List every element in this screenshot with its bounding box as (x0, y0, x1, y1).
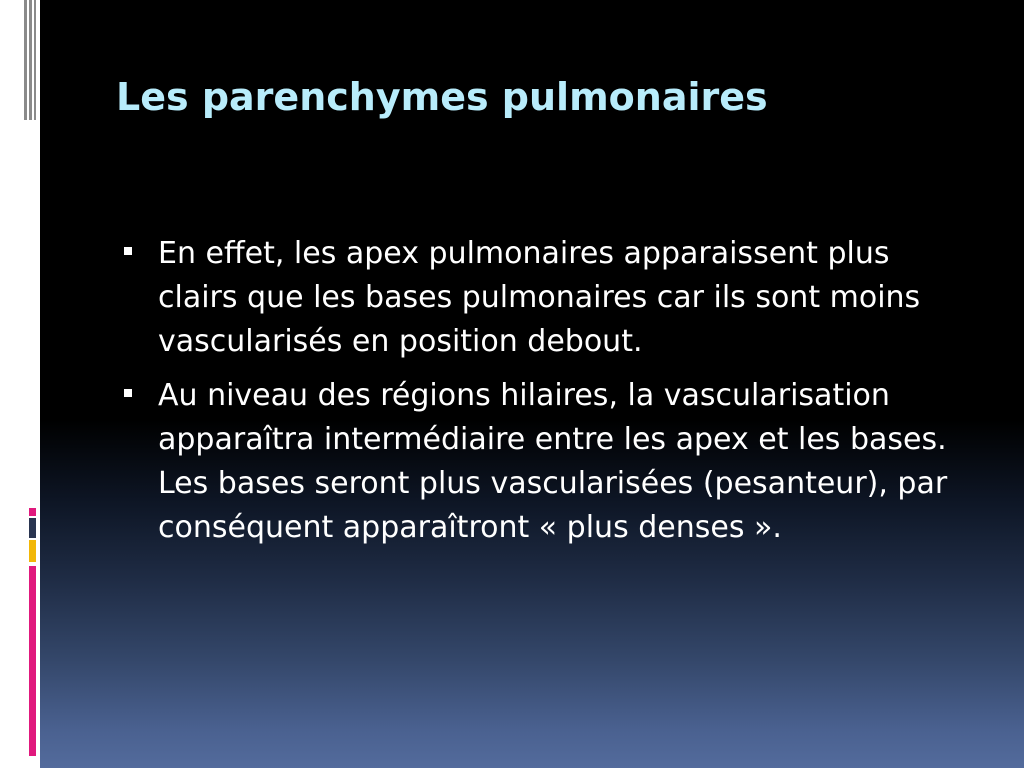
magenta-accent-long (29, 566, 36, 756)
bullet-item (122, 374, 962, 550)
navy-accent (29, 518, 36, 538)
bullet-item (122, 232, 962, 364)
bullet-list (122, 232, 962, 560)
square-bullet-icon (124, 389, 132, 397)
bullet-text: En effet, les apex pulmonaires apparaissent plus clairs que les bases pulmonaires car ils sont moins vascularisés en position debout. (158, 236, 921, 359)
square-bullet-icon (124, 247, 132, 255)
magenta-accent-small (29, 508, 36, 516)
yellow-accent (29, 540, 36, 562)
slide-title: Les parenchymes pulmonaires (116, 75, 768, 119)
gray-stripes-decoration (24, 0, 36, 120)
bullet-text: Au niveau des régions hilaires, la vascularisation apparaîtra intermédiaire entre les apex et les bases. Les bases seront plus vascularisées (pesanteur), par conséquent apparaîtront « plus denses ». (158, 378, 948, 545)
